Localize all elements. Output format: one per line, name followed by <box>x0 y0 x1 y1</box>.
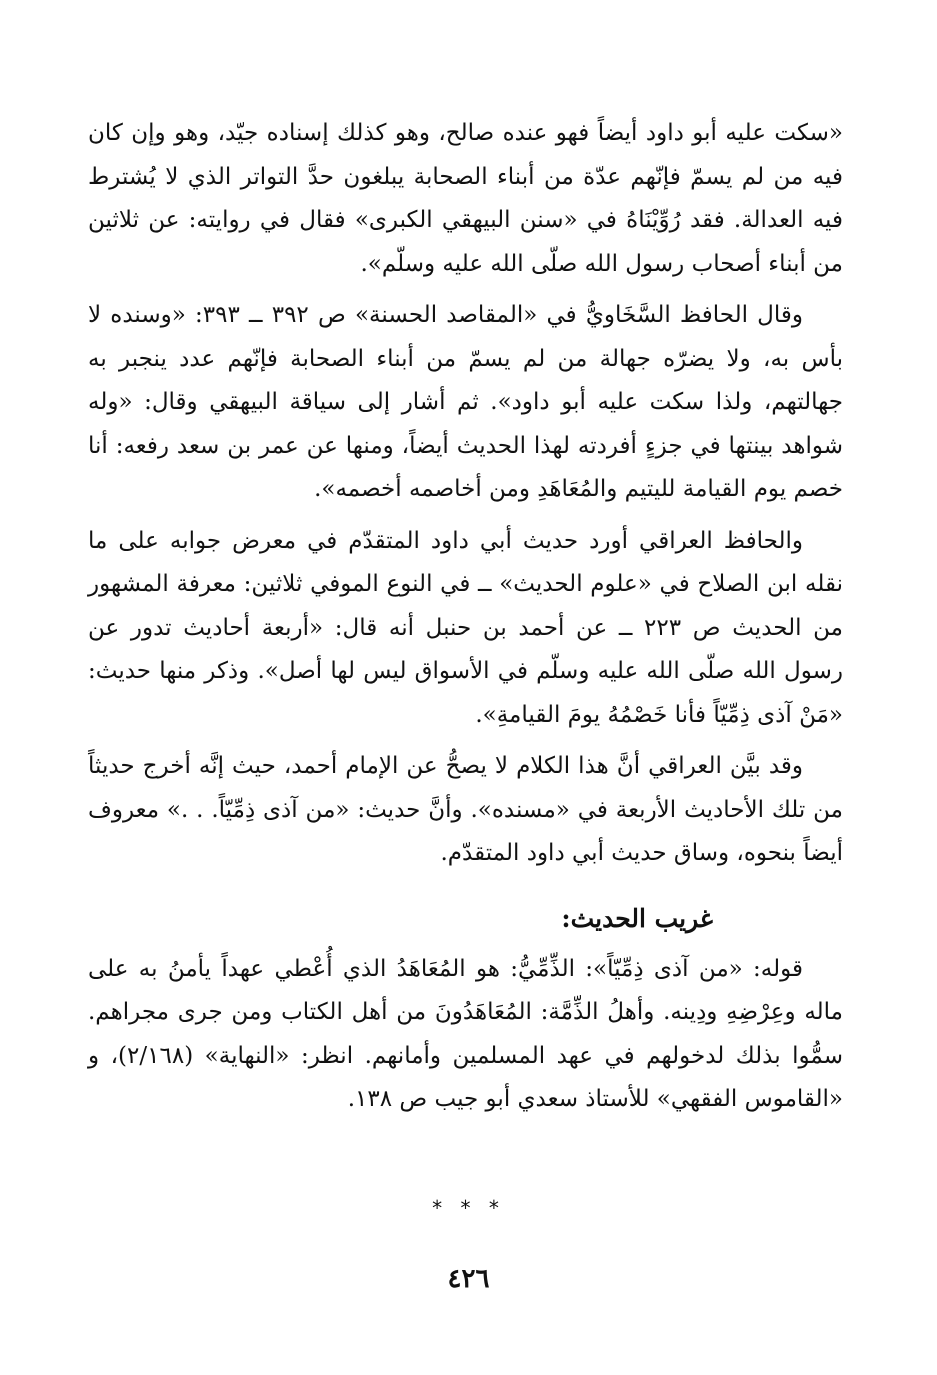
paragraph-sakhawi: وقال الحافظ السَّخَاويُّ في «المقاصد الحسنة» ص ٣٩٢ ــ ٣٩٣: «وسنده لا بأس به، ولا يضرّه جهالة من لم يسمّ من أبناء الصحابة فإنّهم عدد ينجبر به جهالتهم، ولذا سكت عليه أبو داود». ثم أشار إلى سياقة البيهقي وقال: «وله شواهد بينتها في جزءٍ أفردته لهذا الحديث أيضاً، ومنها عن عمر بن سعد رفعه: أنا خصم يوم القيامة لليتيم والمُعَاهَدِ ومن أخاصمه أخصمه». <box>88 302 843 502</box>
paragraph-quote-abu-dawud: «سكت عليه أبو داود أيضاً فهو عنده صالح، وهو كذلك إسناده جيّد، وهو وإن كان فيه من لم يسمّ فإنّهم عدّة من أبناء الصحابة يبلغون حدَّ التواتر الذي لا يُشترط فيه العدالة. فقد رُوِّيْنَاهُ في «سنن البيهقي الكبرى» فقال في روايته: عن ثلاثين من أبناء أصحاب رسول الله صلّى الله عليه وسلّم». <box>88 120 843 277</box>
page-body <box>88 112 843 1122</box>
paragraph-gharib-definition: قوله: «من آذى ذِمِّيّاً»: الذِّمِّيُّ: هو المُعَاهَدُ الذي أُعْطي عهداً يأمنُ به على ماله وعِرْضِهِ ودِينه. وأهلُ الذِّمَّة: المُعَاهَدُونَ من أهل الكتاب ومن جرى مجراهم. سمُّوا بذلك لدخولهم في عهد المسلمين وأمانهم. انظر: «النهاية» (٢/١٦٨)، و «القاموس الفقهي» للأستاذ سعدي أبو جيب ص ١٣٨. <box>88 955 843 1112</box>
separator-stars: * * * <box>432 1196 505 1220</box>
page-number: ٤٢٦ <box>447 1264 490 1294</box>
paragraph-iraqi: والحافظ العراقي أورد حديث أبي داود المتقدّم في معرض جوابه على ما نقله ابن الصلاح في «علوم الحديث» ــ في النوع الموفي ثلاثين: معرفة المشهور من الحديث ص ٢٢٣ ــ عن أحمد بن حنبل أنه قال: «أربعة أحاديث تدور عن رسول الله صلّى الله عليه وسلّم في الأسواق ليس لها أصل». وذكر منها حديث: «مَنْ آذى ذِمِّيّاً فأنا خَصْمُهُ يومَ القيامةِ». <box>88 527 844 728</box>
section-heading-gharib: غريب الحديث: <box>561 903 713 933</box>
paragraph-iraqi-clarification: وقد بيَّن العراقي أنَّ هذا الكلام لا يصحُّ عن الإمام أحمد، حيث إنَّه أخرج حديثاً من تلك الأحاديث الأربعة في «مسنده». وأنَّ حديث: «من آذى ذِمِّيّاً. . .» معروف أيضاً بنحوه، وساق حديث أبي داود المتقدّم. <box>88 753 843 866</box>
